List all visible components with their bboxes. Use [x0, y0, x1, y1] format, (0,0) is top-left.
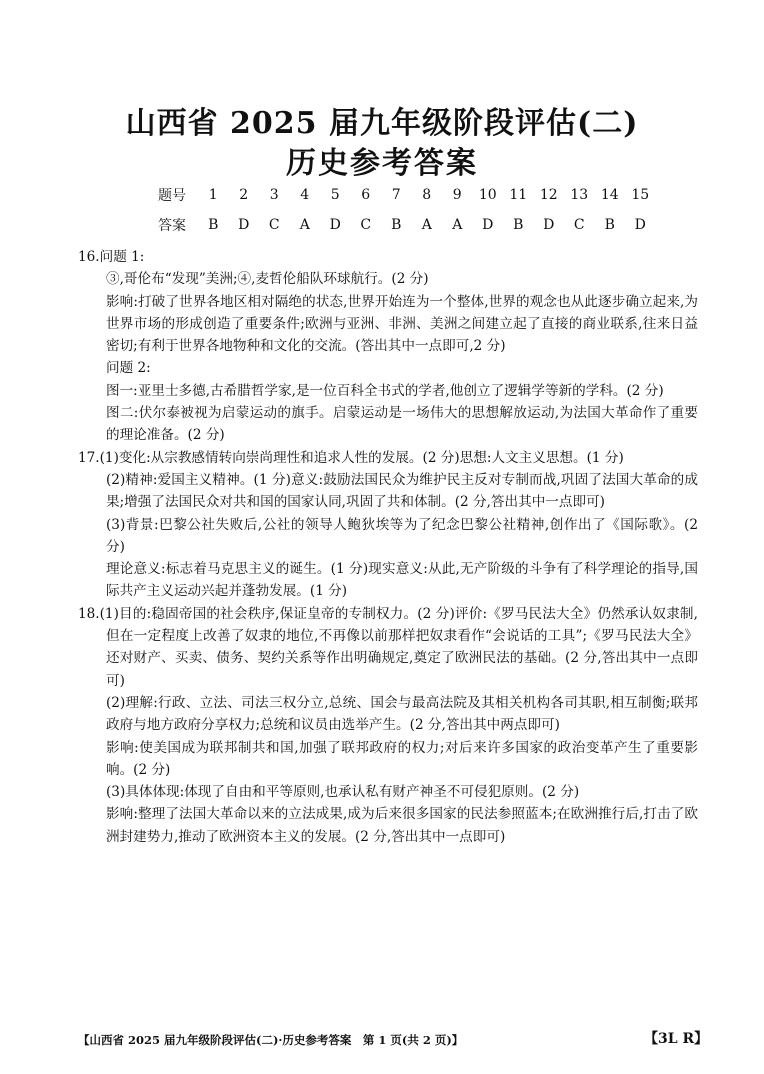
question-16-line [78, 246, 698, 268]
page-subtitle: 历史参考答案 [286, 146, 478, 181]
answer-letter: C [573, 217, 585, 233]
question-18-line: 影响:整理了法国大革命以来的立法成果,成为后来很多国家的民法参照蓝本;在欧洲推行后,打击了欧洲封建势力,推动了欧洲资本主义的发展。(2 分,答出其中一点即可) [106, 806, 698, 845]
row-label-answer: 答案 [158, 218, 186, 234]
question-number: 11 [509, 187, 528, 203]
answer-letter: D [634, 217, 646, 233]
question-17-line: (2)精神:爱国主义精神。(1 分)意义:鼓励法国民众为维护民主反对专制而战,巩固了法国大革命的成果;增强了法国民众对共和国的国家认同,巩固了共和体制。(2 分,答出其中一点即可) [106, 471, 698, 511]
question-number: 5 [330, 187, 340, 203]
question-number-label: 16. [78, 249, 100, 265]
page-footer: 【山西省 2025 届九年级阶段评估(二)·历史参考答案 第 1 页(共 2 页)】 [78, 1033, 464, 1047]
question-17-text: (1)变化:从宗教感情转向崇尚理性和追求人性的发展。(2 分)思想:人文主义思想。(1 分) [99, 449, 624, 466]
answer-letter: C [268, 217, 280, 233]
answer-letter: A [452, 217, 463, 233]
row-label-number: 题号 [158, 188, 186, 204]
question-18-line: (2)理解:行政、立法、司法三权分立,总统、国会与最高法院及其相关机构各司其职,相互制衡;联邦政府与地方政府分享权力;总统和议员由选举产生。(2 分,答出其中两点即可) [106, 694, 698, 734]
answer-letter: D [238, 217, 250, 233]
answer-letter: D [482, 217, 494, 233]
question-number: 7 [391, 187, 401, 203]
question-number: 6 [361, 187, 371, 203]
question-number: 2 [239, 187, 249, 203]
answer-table-answers-row [158, 210, 656, 240]
question-number: 4 [300, 187, 310, 203]
question-16-line: ③,哥伦布“发现”美洲;④,麦哲伦船队环球航行。(2 分) [106, 271, 429, 288]
answer-letter: B [391, 217, 402, 233]
answer-table-numbers-row [158, 180, 656, 210]
page-title: 山西省 2025 届九年级阶段评估(二) [125, 106, 639, 141]
question-16 [78, 246, 698, 447]
question-number-label: 18. [78, 605, 100, 622]
question-number: 10 [478, 187, 497, 203]
question-number: 15 [631, 187, 650, 203]
question-number: 12 [539, 187, 558, 203]
answer-table [158, 180, 656, 240]
answer-letter: B [208, 217, 219, 233]
question-number: 8 [422, 187, 432, 203]
answer-letter: B [604, 217, 615, 233]
question-16-line: 问题 2: [106, 360, 151, 377]
question-16-text: 问题 1: [99, 249, 145, 265]
question-17-line [78, 447, 698, 469]
question-16-line: 影响:打破了世界各地区相对隔绝的状态,世界开始连为一个整体,世界的观念也从此逐步确立起来,为世界市场的形成创造了重要条件;欧洲与亚洲、非洲、美洲之间建立起了直接的商业联系,往来日益密切;有利于世界各地物种和文化的交流。(答出其中一点即可,2 分) [106, 293, 698, 355]
answer-letter: D [543, 217, 555, 233]
answer-letter: A [299, 217, 310, 233]
question-18-text: (1)目的:稳固帝国的社会秩序,保证皇帝的专制权力。(2 分)评价:《罗马民法大全》仍然承认奴隶制,但在一定程度上改善了奴隶的地位,不再像以前那样把奴隶看作“会说话的工具”;《罗马民法大全》还对财产、买卖、债务、契约关系等作出明确规定,奠定了欧洲民法的基础。(2 分,答出其中一点即可) [99, 605, 698, 689]
answer-letter: C [360, 217, 372, 233]
question-16-line: 图二:伏尔泰被视为启蒙运动的旗手。启蒙运动是一场伟大的思想解放运动,为法国大革命作了重要的理论准备。(2 分) [106, 405, 698, 444]
answer-letter: A [421, 217, 432, 233]
question-16-line: 图一:亚里士多德,古希腊哲学家,是一位百科全书式的学者,他创立了逻辑学等新的学科。(2 分) [106, 382, 664, 399]
question-number-label: 17. [78, 449, 100, 466]
question-number: 3 [269, 187, 279, 203]
question-number: 13 [570, 187, 589, 203]
answer-letter: D [329, 217, 341, 233]
footer-code: 【3L R】 [644, 1031, 709, 1047]
answer-letter: B [513, 217, 524, 233]
question-17-line: (3)背景:巴黎公社失败后,公社的领导人鲍狄埃等为了纪念巴黎公社精神,创作出了《国际歌》。(2 分) [106, 516, 698, 555]
question-number: 14 [600, 187, 619, 203]
question-17 [78, 447, 698, 603]
question-18 [78, 603, 698, 848]
question-18-line [78, 603, 698, 692]
question-number: 9 [452, 187, 462, 203]
question-number: 1 [208, 187, 218, 203]
answer-content [78, 246, 698, 848]
question-17-line: 理论意义:标志着马克思主义的诞生。(1 分)现实意义:从此,无产阶级的斗争有了科学理论的指导,国际共产主义运动兴起并蓬勃发展。(1 分) [106, 561, 698, 600]
question-18-line: (3)具体体现:体现了自由和平等原则,也承认私有财产神圣不可侵犯原则。(2 分) [106, 784, 580, 801]
question-18-line: 影响:使美国成为联邦制共和国,加强了联邦政府的权力;对后来许多国家的政治变革产生了重要影响。(2 分) [106, 739, 698, 778]
